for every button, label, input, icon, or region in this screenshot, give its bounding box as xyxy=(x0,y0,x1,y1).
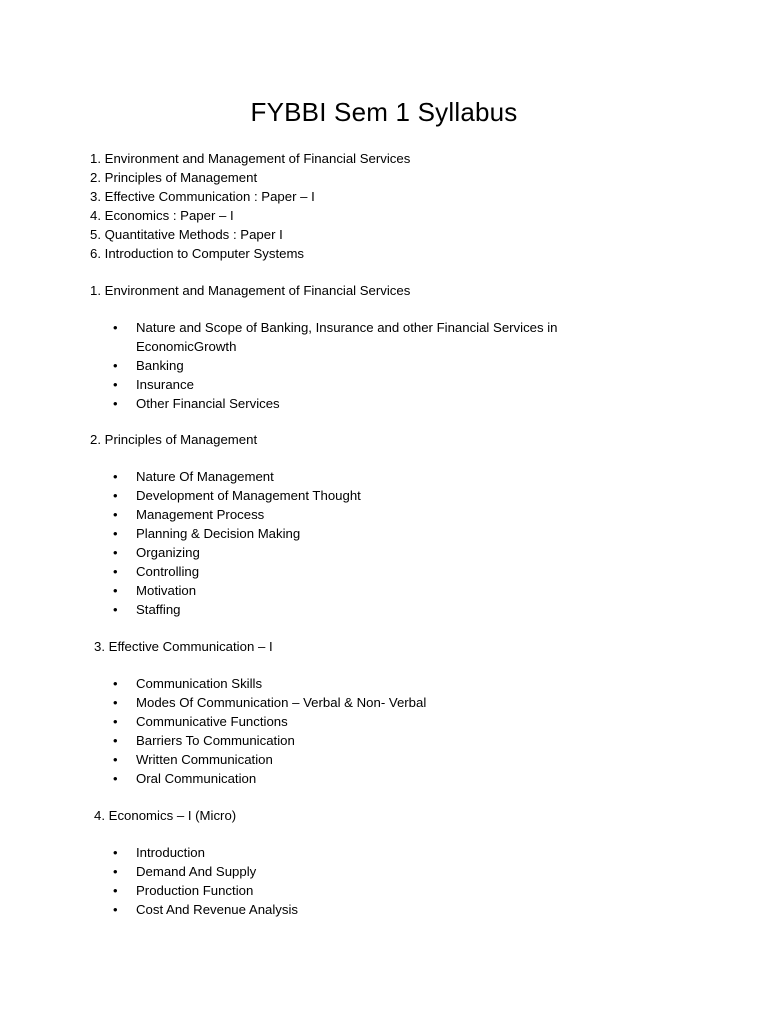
section-heading: 2. Principles of Management xyxy=(90,432,258,447)
bullet-icon: • xyxy=(113,771,118,786)
list-item xyxy=(0,862,606,881)
list-item-text: Communicative Functions xyxy=(136,714,288,729)
bullet-icon: • xyxy=(113,676,118,691)
list-item-text: Planning & Decision Making xyxy=(136,526,301,541)
list-item-text: Motivation xyxy=(136,583,197,598)
list-item-text: Nature Of Management xyxy=(136,469,274,484)
bullet-icon: • xyxy=(113,564,118,579)
toc-item: 3. Effective Communication : Paper – I xyxy=(90,189,315,204)
list-item xyxy=(0,769,606,788)
list-item-text: Demand And Supply xyxy=(136,864,257,879)
bullet-icon: • xyxy=(113,733,118,748)
list-item xyxy=(0,375,606,394)
toc-item: 4. Economics : Paper – I xyxy=(90,208,234,223)
bullet-list xyxy=(0,843,606,919)
list-item xyxy=(0,394,606,413)
toc-item: 5. Quantitative Methods : Paper I xyxy=(90,227,283,242)
list-item xyxy=(0,750,606,769)
bullet-icon: • xyxy=(113,377,118,392)
bullet-icon: • xyxy=(113,845,118,860)
list-item-text: Barriers To Communication xyxy=(136,733,295,748)
list-item-text: Controlling xyxy=(136,564,200,579)
list-item xyxy=(0,505,606,524)
list-item xyxy=(0,600,606,619)
bullet-icon: • xyxy=(113,358,118,373)
bullet-list xyxy=(0,318,606,413)
bullet-icon: • xyxy=(113,526,118,541)
list-item xyxy=(0,543,606,562)
list-item xyxy=(0,674,606,693)
list-item-text: Insurance xyxy=(136,377,194,392)
list-item-text: Communication Skills xyxy=(136,676,263,691)
list-item xyxy=(0,712,606,731)
bullet-list xyxy=(0,467,606,619)
list-item xyxy=(0,900,606,919)
list-item-text: Written Communication xyxy=(136,752,273,767)
bullet-icon: • xyxy=(113,714,118,729)
list-item xyxy=(0,524,606,543)
list-item-text: Banking xyxy=(136,358,184,373)
bullet-icon: • xyxy=(113,583,118,598)
list-item xyxy=(0,486,606,505)
list-item-text: Development of Management Thought xyxy=(136,488,361,503)
list-item-text: Organizing xyxy=(136,545,200,560)
list-item-text: Staffing xyxy=(136,602,181,617)
list-item-text: Nature and Scope of Banking, Insurance and other Financial Services in EconomicGrowth xyxy=(136,320,558,354)
toc-item: 1. Environment and Management of Financial Services xyxy=(90,151,411,166)
list-item xyxy=(0,843,606,862)
bullet-icon: • xyxy=(113,396,118,411)
list-item xyxy=(0,318,606,356)
bullet-icon: • xyxy=(113,864,118,879)
list-item xyxy=(0,581,606,600)
list-item xyxy=(0,881,606,900)
list-item-text: Modes Of Communication – Verbal & Non- Verbal xyxy=(136,695,427,710)
section-heading: 3. Effective Communication – I xyxy=(94,639,273,654)
toc-item: 6. Introduction to Computer Systems xyxy=(90,246,305,261)
list-item xyxy=(0,356,606,375)
list-item-text: Cost And Revenue Analysis xyxy=(136,902,299,917)
list-item-text: Introduction xyxy=(136,845,205,860)
bullet-icon: • xyxy=(113,507,118,522)
list-item-text: Other Financial Services xyxy=(136,396,280,411)
list-item-text: Management Process xyxy=(136,507,265,522)
bullet-icon: • xyxy=(113,488,118,503)
bullet-icon: • xyxy=(113,545,118,560)
bullet-icon: • xyxy=(113,752,118,767)
table-of-contents xyxy=(90,149,410,263)
list-item xyxy=(0,693,606,712)
bullet-icon: • xyxy=(113,883,118,898)
list-item xyxy=(0,731,606,750)
bullet-icon: • xyxy=(113,695,118,710)
list-item xyxy=(0,467,606,486)
list-item-text: Oral Communication xyxy=(136,771,257,786)
bullet-list xyxy=(0,674,606,788)
bullet-icon: • xyxy=(113,469,118,484)
bullet-icon: • xyxy=(113,320,118,335)
page-title: FYBBI Sem 1 Syllabus xyxy=(250,97,518,127)
bullet-icon: • xyxy=(113,602,118,617)
bullet-icon: • xyxy=(113,902,118,917)
list-item xyxy=(0,562,606,581)
list-item-text: Production Function xyxy=(136,883,254,898)
section-heading: 4. Economics – I (Micro) xyxy=(94,808,237,823)
toc-item: 2. Principles of Management xyxy=(90,170,258,185)
section-heading: 1. Environment and Management of Financial Services xyxy=(90,283,411,298)
